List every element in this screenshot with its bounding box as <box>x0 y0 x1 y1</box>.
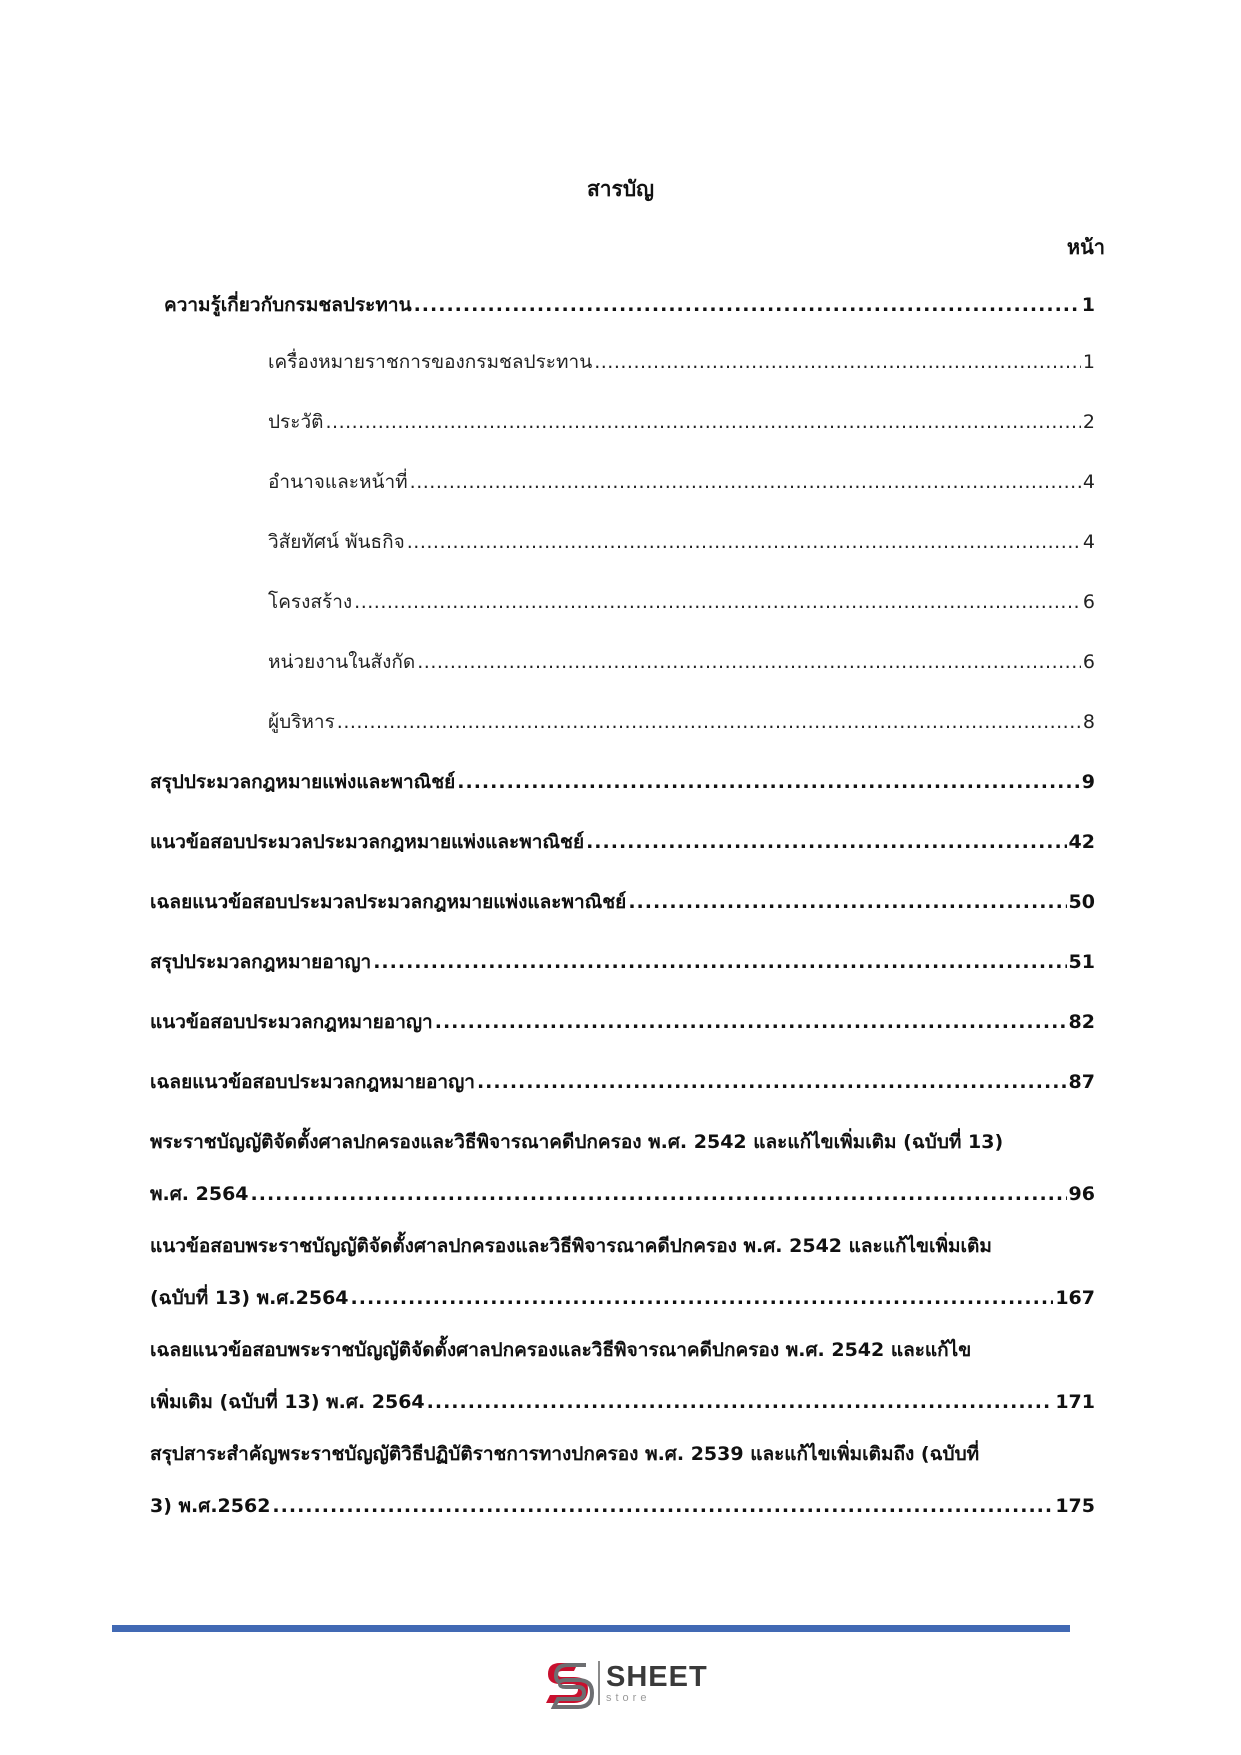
toc-entry-title: แนวข้อสอบประมวลกฎหมายอาญา <box>150 1011 433 1033</box>
toc-dot-leader <box>354 587 1081 617</box>
toc-dot-leader <box>628 887 1066 917</box>
toc-dot-leader <box>251 1179 1067 1209</box>
toc-entry-page: 96 <box>1068 1183 1095 1205</box>
toc-entry-page: 42 <box>1068 831 1095 853</box>
toc-entry[interactable] <box>150 767 1095 797</box>
toc-entry-title-line1: พระราชบัญญัติจัดตั้งศาลปกครองและวิธีพิจารณาคดีปกครอง พ.ศ. 2542 และแก้ไขเพิ่มเติม (ฉบับที่ 13) <box>150 1131 1004 1153</box>
toc-entry[interactable] <box>150 947 1095 977</box>
toc-entry-page: 4 <box>1082 471 1095 493</box>
toc-entry-title: อำนาจและหน้าที่ <box>268 471 408 493</box>
toc-dot-leader <box>477 1067 1067 1097</box>
toc-entry-title: สรุปประมวลกฎหมายอาญา <box>150 951 372 973</box>
toc-entry-page: 167 <box>1055 1287 1095 1309</box>
logo-sheet-text: SHEET <box>606 1660 708 1693</box>
toc-subentry[interactable] <box>268 467 1095 497</box>
toc-dot-leader <box>414 290 1080 320</box>
toc-entry-title-line1: แนวข้อสอบพระราชบัญญัติจัดตั้งศาลปกครองและวิธีพิจารณาคดีปกครอง พ.ศ. 2542 และแก้ไขเพิ่มเติม <box>150 1235 992 1257</box>
toc-entry-title: โครงสร้าง <box>268 591 353 613</box>
toc-entry[interactable] <box>150 827 1095 857</box>
toc-subentry[interactable] <box>268 347 1095 377</box>
toc-entry-page: 9 <box>1081 771 1095 793</box>
toc-entry-page: 51 <box>1068 951 1095 973</box>
toc-dot-leader <box>417 647 1081 677</box>
toc-entry[interactable] <box>150 1007 1095 1037</box>
toc-entry[interactable] <box>150 887 1095 917</box>
toc-entry[interactable] <box>150 1335 1095 1417</box>
toc-subentry[interactable] <box>268 707 1095 737</box>
toc-entry-page: 4 <box>1082 531 1095 553</box>
toc-entry-page: 1 <box>1082 351 1095 373</box>
toc-subentry[interactable] <box>268 587 1095 617</box>
toc-entry[interactable] <box>150 1127 1095 1209</box>
toc-entry[interactable] <box>150 1067 1095 1097</box>
toc-entry[interactable] <box>164 290 1095 320</box>
toc-dot-leader <box>435 1007 1067 1037</box>
toc-entry-title: ประวัติ <box>268 411 324 433</box>
toc-entry-title: (ฉบับที่ 13) พ.ศ.2564 <box>150 1287 349 1309</box>
toc-subentry[interactable] <box>268 527 1095 557</box>
toc-dot-leader <box>325 407 1080 437</box>
toc-dot-leader <box>457 767 1079 797</box>
toc-entry-title: เพิ่มเติม (ฉบับที่ 13) พ.ศ. 2564 <box>150 1391 425 1413</box>
toc-entry-page: 1 <box>1081 294 1095 316</box>
toc-subentry[interactable] <box>268 647 1095 677</box>
toc-entry[interactable] <box>150 1439 1095 1521</box>
page-title: สารบัญ <box>586 177 655 201</box>
toc-entry-title: พ.ศ. 2564 <box>150 1183 249 1205</box>
toc-entry-page: 87 <box>1068 1071 1095 1093</box>
toc-dot-leader <box>373 947 1066 977</box>
toc-dot-leader <box>351 1283 1054 1313</box>
toc-entry-title: ผู้บริหาร <box>268 711 335 733</box>
logo-store-text: store <box>606 1691 651 1704</box>
toc-entry-title: ความรู้เกี่ยวกับกรมชลประทาน <box>164 294 412 316</box>
toc-entry-page: 50 <box>1068 891 1095 913</box>
toc-dot-leader <box>337 707 1081 737</box>
toc-entry-title: แนวข้อสอบประมวลประมวลกฎหมายแพ่งและพาณิชย์ <box>150 831 585 853</box>
toc-entry-page: 171 <box>1055 1391 1095 1413</box>
sheet-store-logo <box>542 1655 708 1711</box>
toc-entry-title: หน่วยงานในสังกัด <box>268 651 416 673</box>
logo-wordmark <box>606 1660 708 1704</box>
toc-entry-title: เฉลยแนวข้อสอบประมวลกฎหมายอาญา <box>150 1071 475 1093</box>
toc-dot-leader <box>427 1387 1054 1417</box>
toc-entry-page: 2 <box>1082 411 1095 433</box>
toc-entry-title: 3) พ.ศ.2562 <box>150 1495 271 1517</box>
toc-subentry[interactable] <box>268 407 1095 437</box>
toc-entry-page: 6 <box>1082 651 1095 673</box>
toc-dot-leader <box>594 347 1081 377</box>
toc-entry-page: 6 <box>1082 591 1095 613</box>
footer-divider-bar <box>112 1625 1070 1632</box>
logo-divider <box>598 1661 600 1705</box>
toc-entry-page: 82 <box>1068 1011 1095 1033</box>
sheet-store-logo-icon <box>542 1657 594 1709</box>
toc-entry-page: 8 <box>1082 711 1095 733</box>
toc-entry-title-line1: เฉลยแนวข้อสอบพระราชบัญญัติจัดตั้งศาลปกครองและวิธีพิจารณาคดีปกครอง พ.ศ. 2542 และแก้ไข <box>150 1339 972 1361</box>
toc-dot-leader <box>410 467 1081 497</box>
toc-dot-leader <box>586 827 1066 857</box>
toc-entry-title: สรุปประมวลกฎหมายแพ่งและพาณิชย์ <box>150 771 456 793</box>
toc-entry[interactable] <box>150 1231 1095 1313</box>
toc-dot-leader <box>407 527 1081 557</box>
toc-entry-title-line1: สรุปสาระสำคัญพระราชบัญญัติวิธีปฏิบัติราชการทางปกครอง พ.ศ. 2539 และแก้ไขเพิ่มเติมถึง (ฉบับที่ <box>150 1443 980 1465</box>
toc-entry-title: เครื่องหมายราชการของกรมชลประทาน <box>268 351 593 373</box>
toc-entry-title: เฉลยแนวข้อสอบประมวลประมวลกฎหมายแพ่งและพาณิชย์ <box>150 891 627 913</box>
page-column-header: หน้า <box>1066 235 1105 259</box>
toc-entry-page: 175 <box>1055 1495 1095 1517</box>
toc-dot-leader <box>272 1491 1053 1521</box>
toc-entry-title: วิสัยทัศน์ พันธกิจ <box>268 531 405 553</box>
